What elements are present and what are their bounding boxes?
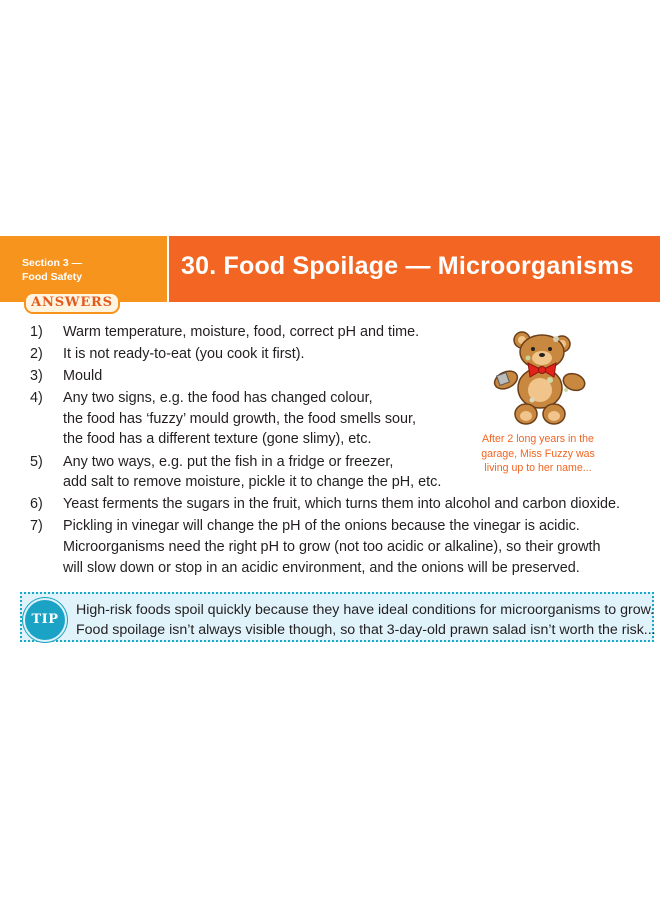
answer-line: add salt to remove moisture, pickle it to change the pH, etc. — [63, 474, 442, 491]
tip-line: High-risk foods spoil quickly because they have ideal conditions for microorganisms to grow. — [76, 602, 655, 618]
answer-line: Any two ways, e.g. put the fish in a fridge or freezer, — [63, 453, 394, 470]
bear-caption — [473, 432, 603, 476]
answer-item — [30, 516, 650, 578]
answer-line: the food has a different texture (gone slimy), etc. — [63, 431, 372, 448]
answer-number: 5) — [30, 453, 43, 470]
title-banner — [169, 236, 660, 302]
answer-line: It is not ready-to-eat (you cook it first). — [63, 346, 305, 363]
section-number: Section 3 — — [22, 257, 83, 269]
page-title: 30. Food Spoilage — Microorganisms — [181, 252, 634, 280]
caption-line: living up to her name... — [484, 462, 592, 474]
mouldy-teddy-bear-illustration — [484, 330, 592, 430]
caption-line: After 2 long years in the — [482, 433, 594, 445]
answer-number: 6) — [30, 496, 43, 513]
answer-line: Mould — [63, 368, 103, 385]
answer-text — [63, 516, 650, 578]
answer-number: 1) — [30, 324, 43, 340]
answer-line: Pickling in vinegar will change the pH of the onions because the vinegar is acidic. — [63, 518, 580, 535]
tip-icon: TIP — [25, 600, 65, 640]
answer-text — [63, 494, 650, 515]
section-name: Food Safety — [22, 271, 83, 283]
tip-line: Food spoilage isn’t always visible though, so that 3-day-old prawn salad isn’t worth the risk... — [76, 621, 656, 638]
answer-number: 3) — [30, 368, 43, 385]
tip-text — [76, 601, 656, 640]
answer-line: Yeast ferments the sugars in the fruit, which turns them into alcohol and carbon dioxide. — [63, 496, 621, 513]
answer-line: Microorganisms need the right pH to grow (not too acidic or alkaline), so their growth — [63, 538, 601, 555]
answer-number: 7) — [30, 518, 43, 535]
answer-number: 4) — [30, 390, 43, 407]
caption-line: garage, Miss Fuzzy was — [481, 447, 595, 460]
answer-item — [30, 494, 650, 515]
answer-line: Warm temperature, moisture, food, correct pH and time. — [63, 324, 420, 340]
answers-badge: ANSWERS — [24, 292, 120, 314]
section-label — [22, 256, 82, 284]
answer-line: will slow down or stop in an acidic environment, and the onions will be preserved. — [63, 559, 580, 576]
answer-line: the food has ‘fuzzy’ mould growth, the food smells sour, — [63, 410, 417, 427]
answer-number: 2) — [30, 346, 43, 363]
answer-line: Any two signs, e.g. the food has changed colour, — [63, 390, 373, 407]
